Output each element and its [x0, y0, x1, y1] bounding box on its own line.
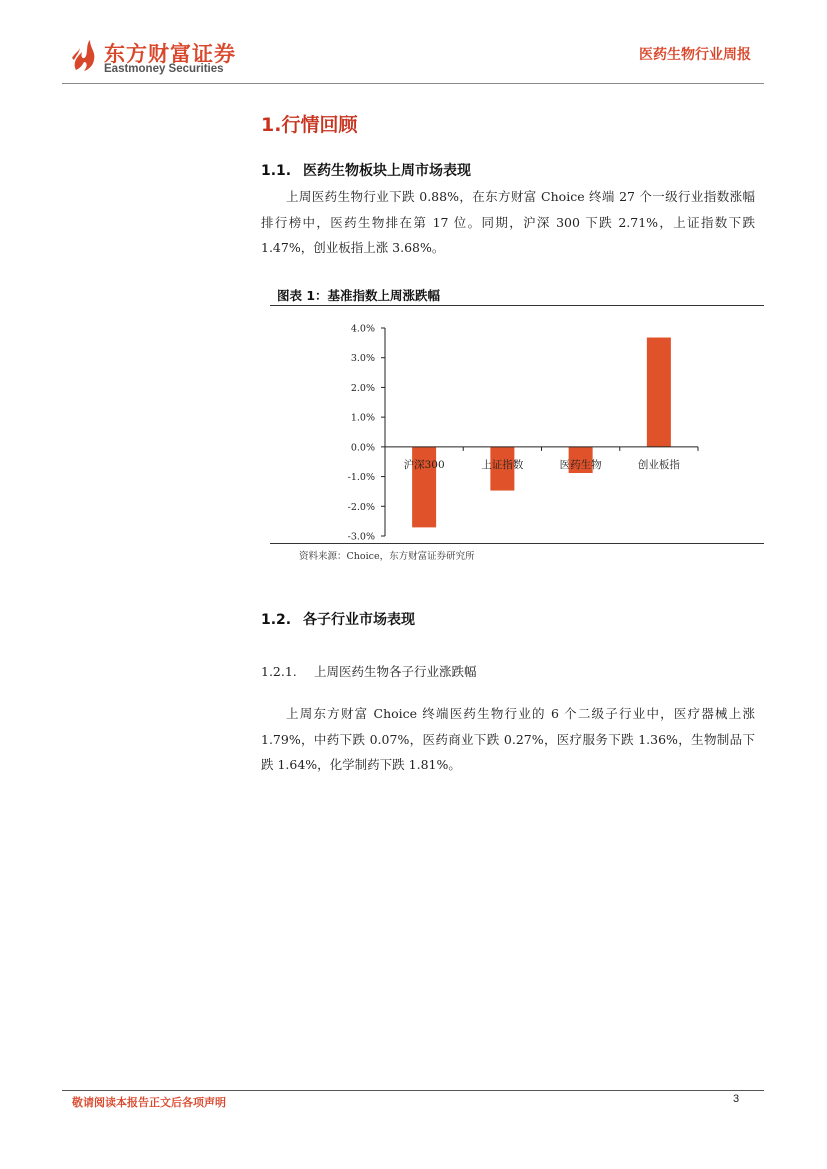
bar	[647, 338, 671, 447]
subsection-number: 1.1.	[261, 163, 292, 179]
y-tick-label: 3.0%	[350, 353, 375, 365]
sub-subsection-number: 1.2.1.	[261, 664, 297, 679]
x-category-label: 创业板指	[637, 458, 680, 471]
subsection-heading	[261, 160, 471, 180]
subsection-number: 1.2.	[261, 612, 292, 628]
header-divider	[62, 83, 764, 84]
sub-subsection-heading	[261, 662, 477, 680]
paragraph: 上周东方财富 Choice 终端医药生物行业的 6 个二级子行业中，医疗器械上涨 1.79%，中药下跌 0.07%，医药商业下跌 0.27%，医疗服务下跌 1.36%，生物制品下跌 1.64%，化学制药下跌 1.81%。	[261, 706, 755, 772]
y-tick-label: 4.0%	[350, 323, 375, 335]
footer-disclaimer: 敬请阅读本报告正文后各项声明	[72, 1096, 226, 1109]
subsection-title: 医药生物板块上周市场表现	[303, 163, 471, 179]
y-tick-label: -2.0%	[347, 501, 375, 513]
figure-bottom-rule	[270, 543, 764, 544]
x-category-label: 上证指数	[481, 458, 524, 471]
bar-chart	[270, 306, 764, 542]
logo-text: 东方财富证券	[104, 42, 236, 66]
y-tick-label: 1.0%	[350, 412, 375, 424]
paragraph: 上周医药生物行业下跌 0.88%，在东方财富 Choice 终端 27 个一级行业指数涨幅排行榜中，医药生物排在第 17 位。同期，沪深 300 下跌 2.71%，上证指数下跌 1.47%，创业板指上涨 3.68%。	[261, 189, 755, 255]
figure-title: 图表 1：基准指数上周涨跌幅	[277, 288, 441, 303]
logo-subtext: Eastmoney Securities	[104, 63, 224, 75]
subsection-heading	[261, 609, 415, 629]
footer-divider	[62, 1090, 764, 1091]
sub-subsection-title: 上周医药生物各子行业涨跌幅	[314, 664, 477, 679]
y-tick-label: -1.0%	[347, 472, 375, 484]
report-type: 医药生物行业周报	[639, 47, 751, 63]
figure-source: 资料来源：Choice，东方财富证券研究所	[299, 551, 475, 562]
y-tick-label: 2.0%	[350, 382, 375, 394]
section-heading: 1.行情回顾	[261, 114, 358, 136]
page-number: 3	[733, 1093, 740, 1105]
subsection-title: 各子行业市场表现	[303, 612, 415, 628]
x-category-label: 沪深300	[403, 458, 445, 471]
y-tick-label: -3.0%	[347, 531, 375, 542]
logo-flame-icon	[70, 38, 98, 72]
y-tick-label: 0.0%	[350, 442, 375, 454]
x-category-label: 医药生物	[559, 458, 602, 471]
